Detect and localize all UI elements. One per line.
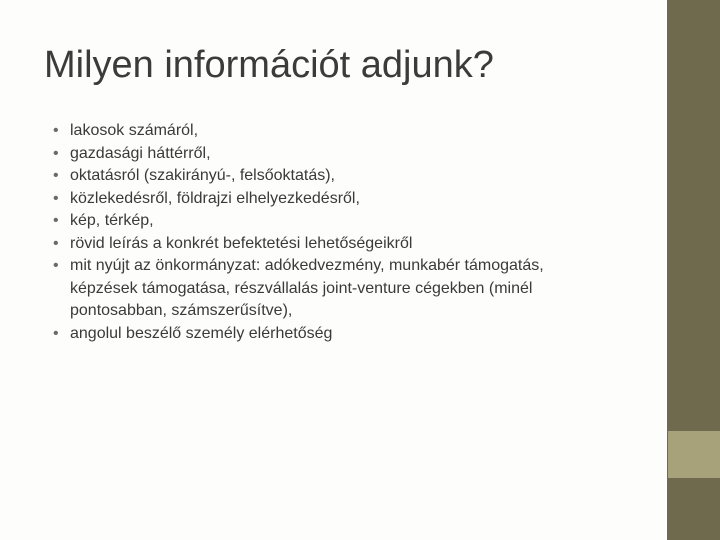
sidebar-accent-block bbox=[668, 431, 720, 478]
bullet-text: közlekedésről, földrajzi elhelyezkedésről, bbox=[70, 189, 360, 207]
bullet-item bbox=[50, 120, 610, 143]
bullet-item bbox=[50, 233, 610, 256]
bullet-dot-icon: • bbox=[53, 122, 59, 139]
bullet-dot-icon: • bbox=[53, 189, 59, 207]
bullet-dot-icon: • bbox=[53, 324, 59, 342]
bullet-item bbox=[50, 255, 610, 323]
bullet-text: angolul beszélő személy elérhetőség bbox=[70, 324, 333, 342]
slide-title: Milyen információt adjunk? bbox=[44, 44, 494, 86]
bullet-dot-icon: • bbox=[53, 234, 59, 252]
bullet-item bbox=[50, 323, 610, 346]
bullet-list bbox=[50, 120, 610, 345]
bullet-item bbox=[50, 143, 610, 166]
bullet-text: oktatásról (szakirányú-, felsőoktatás), bbox=[70, 167, 335, 184]
bullet-dot-icon: • bbox=[53, 257, 59, 274]
bullet-text: mit nyújt az önkormányzat: adókedvezmény, munkabér támogatás, képzések támogatása, részvállalás joint-venture cégekben (minél pontosabban, számszerűsítve), bbox=[70, 257, 544, 319]
bullet-text: lakosok számáról, bbox=[70, 122, 199, 139]
bullet-dot-icon: • bbox=[53, 144, 59, 162]
bullet-item bbox=[50, 188, 610, 211]
bullet-dot-icon: • bbox=[53, 167, 59, 184]
bullet-item bbox=[50, 165, 610, 188]
bullet-text: kép, térkép, bbox=[70, 212, 154, 229]
bullet-item bbox=[50, 210, 610, 233]
bullet-text: rövid leírás a konkrét befektetési lehetőségeikről bbox=[70, 234, 413, 252]
bullet-text: gazdasági háttérről, bbox=[70, 144, 211, 162]
bullet-dot-icon: • bbox=[53, 212, 59, 229]
sidebar-divider bbox=[665, 0, 667, 540]
